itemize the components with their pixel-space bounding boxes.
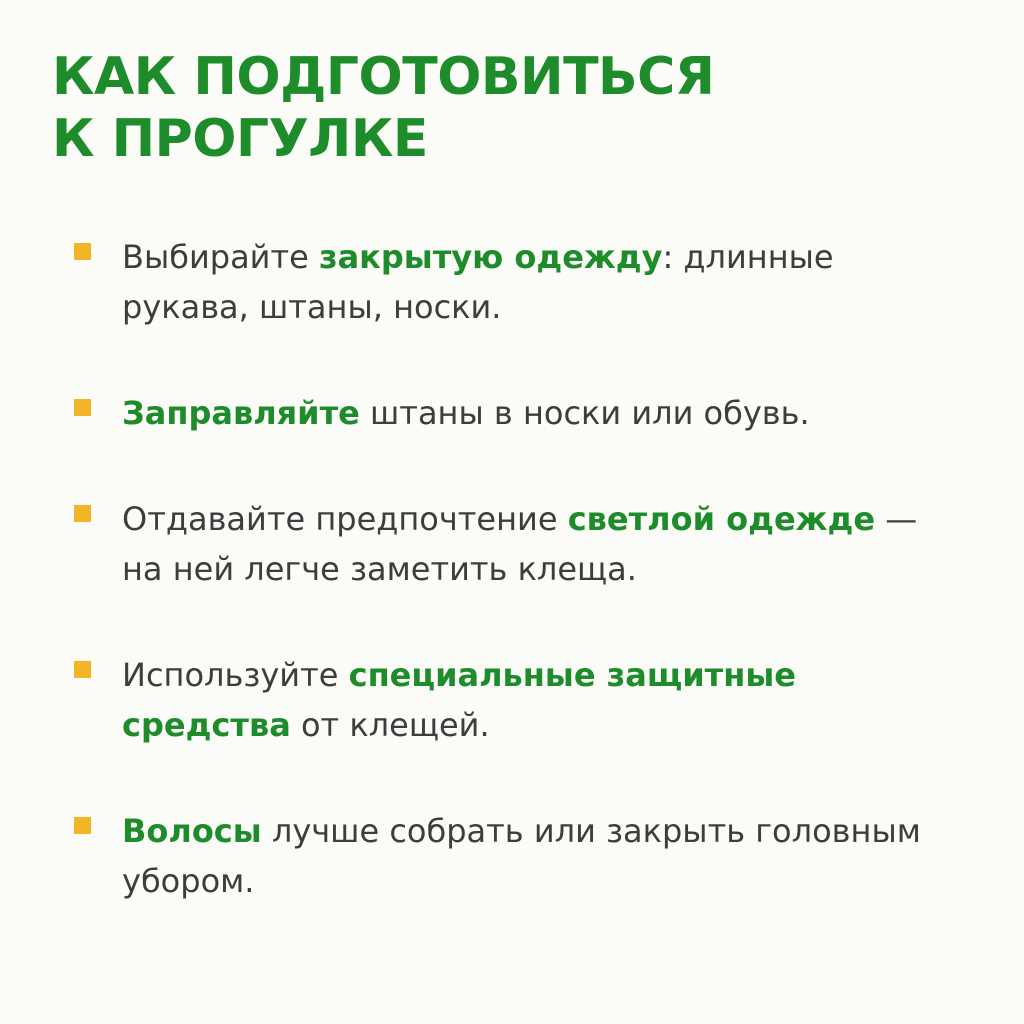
item-text-highlight: Волосы	[122, 812, 262, 850]
list-item	[52, 232, 984, 332]
tips-list	[52, 232, 984, 906]
square-bullet-icon	[74, 399, 91, 416]
square-bullet-icon	[74, 661, 91, 678]
list-item-text	[122, 806, 942, 906]
item-text-regular: Используйте	[122, 656, 349, 694]
item-text-highlight: специальные защитные средства	[122, 656, 796, 744]
square-bullet-icon	[74, 243, 91, 260]
item-text-regular: Отдавайте предпочтение	[122, 500, 568, 538]
title-line-2: К ПРОГУЛКЕ	[52, 109, 428, 169]
square-bullet-icon	[74, 817, 91, 834]
item-text-highlight: Заправляйте	[122, 394, 360, 432]
item-text-regular: от клещей.	[290, 706, 490, 744]
item-text-regular: штаны в носки или обувь.	[359, 394, 810, 432]
item-text-highlight: закрытую одежду	[318, 238, 663, 276]
list-item-text	[122, 232, 942, 332]
list-item-text	[122, 494, 942, 594]
square-bullet-icon	[74, 505, 91, 522]
list-item	[52, 806, 984, 906]
list-item	[52, 650, 984, 750]
item-text-regular: лучше собрать или закрыть головным убором.	[122, 812, 921, 900]
item-text-regular: : длинные рукава, штаны, носки.	[122, 238, 834, 326]
item-text-regular: — на ней легче заметить клеща.	[122, 500, 918, 588]
item-text-highlight: светлой одежде	[567, 500, 876, 538]
list-item-text	[122, 388, 942, 438]
title-line-1: КАК ПОДГОТОВИТЬСЯ	[52, 47, 715, 107]
list-item	[52, 388, 984, 438]
page-title	[52, 46, 984, 170]
list-item	[52, 494, 984, 594]
item-text-regular: Выбирайте	[122, 238, 319, 276]
list-item-text	[122, 650, 942, 750]
